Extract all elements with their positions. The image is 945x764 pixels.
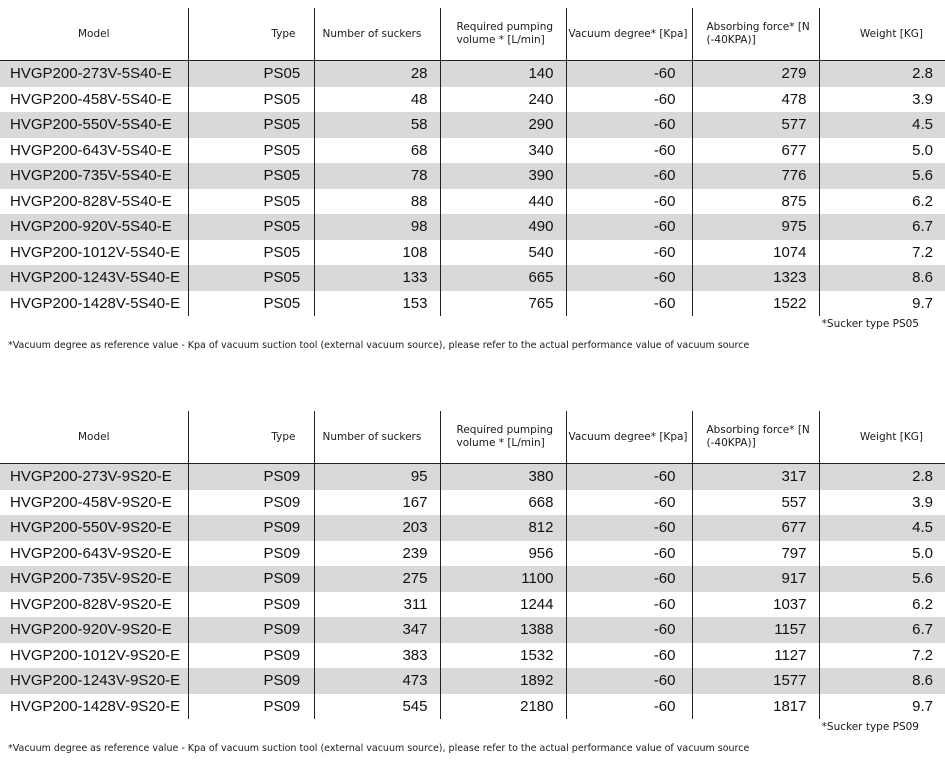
spec-table-ps09 bbox=[0, 411, 945, 754]
table-row bbox=[0, 464, 945, 490]
cell-vacuum-degree: -60 bbox=[566, 592, 692, 618]
cell-vacuum-degree: -60 bbox=[566, 265, 692, 291]
cell-absorbing-force: 557 bbox=[692, 490, 819, 516]
cell-pumping-volume: 956 bbox=[440, 541, 566, 567]
table-row bbox=[0, 214, 945, 240]
cell-pumping-volume: 668 bbox=[440, 490, 566, 516]
cell-pumping-volume: 490 bbox=[440, 214, 566, 240]
cell-absorbing-force: 975 bbox=[692, 214, 819, 240]
table-row bbox=[0, 592, 945, 618]
cell-type: PS09 bbox=[188, 592, 314, 618]
cell-type: PS05 bbox=[188, 214, 314, 240]
cell-vacuum-degree: -60 bbox=[566, 464, 692, 490]
cell-weight: 7.2 bbox=[819, 643, 945, 669]
cell-weight: 9.7 bbox=[819, 694, 945, 720]
table-row bbox=[0, 163, 945, 189]
cell-weight: 5.0 bbox=[819, 541, 945, 567]
cell-absorbing-force: 1074 bbox=[692, 240, 819, 266]
cell-type: PS09 bbox=[188, 617, 314, 643]
cell-suckers: 153 bbox=[314, 291, 440, 317]
cell-pumping-volume: 1388 bbox=[440, 617, 566, 643]
table-row bbox=[0, 541, 945, 567]
cell-suckers: 473 bbox=[314, 668, 440, 694]
table-row bbox=[0, 566, 945, 592]
cell-type: PS05 bbox=[188, 163, 314, 189]
cell-type: PS09 bbox=[188, 515, 314, 541]
cell-pumping-volume: 1532 bbox=[440, 643, 566, 669]
table-row bbox=[0, 240, 945, 266]
cell-pumping-volume: 290 bbox=[440, 112, 566, 138]
table-row bbox=[0, 694, 945, 720]
cell-suckers: 78 bbox=[314, 163, 440, 189]
cell-vacuum-degree: -60 bbox=[566, 566, 692, 592]
cell-absorbing-force: 1323 bbox=[692, 265, 819, 291]
cell-suckers: 48 bbox=[314, 87, 440, 113]
cell-pumping-volume: 380 bbox=[440, 464, 566, 490]
cell-model: HVGP200-828V-5S40-E bbox=[10, 192, 172, 210]
cell-suckers: 133 bbox=[314, 265, 440, 291]
cell-type: PS09 bbox=[188, 643, 314, 669]
cell-model: HVGP200-1012V-9S20-E bbox=[10, 646, 181, 664]
vacuum-reference-note: *Vacuum degree as reference value - Kpa of vacuum suction tool (external vacuum source), please refer to the actual performance value of vacuum source bbox=[8, 340, 750, 351]
header-number-of-suckers: Number of suckers bbox=[314, 8, 440, 61]
spec-table bbox=[0, 8, 945, 316]
cell-vacuum-degree: -60 bbox=[566, 694, 692, 720]
cell-weight: 6.7 bbox=[819, 617, 945, 643]
cell-weight: 4.5 bbox=[819, 112, 945, 138]
header-type: Type bbox=[188, 8, 314, 61]
cell-absorbing-force: 1817 bbox=[692, 694, 819, 720]
cell-pumping-volume: 440 bbox=[440, 189, 566, 215]
cell-weight: 8.6 bbox=[819, 668, 945, 694]
cell-type: PS05 bbox=[188, 61, 314, 87]
table-row bbox=[0, 490, 945, 516]
cell-model: HVGP200-550V-5S40-E bbox=[0, 112, 188, 138]
cell-weight: 5.6 bbox=[819, 163, 945, 189]
header-weight: Weight [KG] bbox=[819, 411, 945, 464]
cell-vacuum-degree: -60 bbox=[566, 61, 692, 87]
cell-weight: 2.8 bbox=[819, 464, 945, 490]
cell-vacuum-degree: -60 bbox=[566, 214, 692, 240]
cell-weight: 6.2 bbox=[819, 189, 945, 215]
cell-pumping-volume: 1100 bbox=[440, 566, 566, 592]
cell-absorbing-force: 1522 bbox=[692, 291, 819, 317]
cell-type: PS09 bbox=[188, 566, 314, 592]
cell-model: HVGP200-273V-9S20-E bbox=[0, 464, 188, 490]
cell-type: PS09 bbox=[188, 541, 314, 567]
cell-vacuum-degree: -60 bbox=[566, 240, 692, 266]
cell-type: PS05 bbox=[188, 138, 314, 164]
cell-suckers: 95 bbox=[314, 464, 440, 490]
cell-suckers: 108 bbox=[314, 240, 440, 266]
cell-weight: 3.9 bbox=[819, 490, 945, 516]
cell-weight: 7.2 bbox=[819, 240, 945, 266]
cell-model: HVGP200-458V-9S20-E bbox=[10, 493, 172, 511]
cell-suckers: 239 bbox=[314, 541, 440, 567]
cell-weight: 2.8 bbox=[819, 61, 945, 87]
cell-pumping-volume: 340 bbox=[440, 138, 566, 164]
cell-suckers: 545 bbox=[314, 694, 440, 720]
header-model: Model bbox=[0, 8, 188, 61]
table-row bbox=[0, 138, 945, 164]
cell-model: HVGP200-1012V-5S40-E bbox=[10, 243, 181, 261]
cell-model: HVGP200-1428V-5S40-E bbox=[10, 294, 181, 312]
cell-absorbing-force: 776 bbox=[692, 163, 819, 189]
cell-weight: 3.9 bbox=[819, 87, 945, 113]
cell-model: HVGP200-735V-5S40-E bbox=[0, 163, 188, 189]
table-row bbox=[0, 112, 945, 138]
cell-pumping-volume: 540 bbox=[440, 240, 566, 266]
cell-suckers: 98 bbox=[314, 214, 440, 240]
cell-suckers: 275 bbox=[314, 566, 440, 592]
cell-model: HVGP200-828V-9S20-E bbox=[10, 595, 172, 613]
table-row bbox=[0, 291, 945, 317]
cell-absorbing-force: 279 bbox=[692, 61, 819, 87]
header-weight: Weight [KG] bbox=[819, 8, 945, 61]
cell-absorbing-force: 1037 bbox=[692, 592, 819, 618]
cell-type: PS05 bbox=[188, 87, 314, 113]
cell-type: PS09 bbox=[188, 694, 314, 720]
table-row bbox=[0, 515, 945, 541]
header-pumping-volume: Required pumping volume * [L/min] bbox=[440, 411, 566, 464]
cell-pumping-volume: 390 bbox=[440, 163, 566, 189]
cell-pumping-volume: 140 bbox=[440, 61, 566, 87]
cell-absorbing-force: 875 bbox=[692, 189, 819, 215]
cell-vacuum-degree: -60 bbox=[566, 112, 692, 138]
cell-pumping-volume: 2180 bbox=[440, 694, 566, 720]
cell-vacuum-degree: -60 bbox=[566, 617, 692, 643]
cell-weight: 5.0 bbox=[819, 138, 945, 164]
spec-table bbox=[0, 411, 945, 719]
cell-suckers: 347 bbox=[314, 617, 440, 643]
cell-pumping-volume: 240 bbox=[440, 87, 566, 113]
cell-absorbing-force: 1157 bbox=[692, 617, 819, 643]
cell-vacuum-degree: -60 bbox=[566, 138, 692, 164]
header-row bbox=[0, 411, 945, 464]
cell-vacuum-degree: -60 bbox=[566, 291, 692, 317]
cell-model: HVGP200-643V-5S40-E bbox=[10, 141, 172, 159]
cell-weight: 5.6 bbox=[819, 566, 945, 592]
cell-type: PS05 bbox=[188, 112, 314, 138]
table-row bbox=[0, 617, 945, 643]
cell-vacuum-degree: -60 bbox=[566, 163, 692, 189]
cell-absorbing-force: 577 bbox=[692, 112, 819, 138]
cell-type: PS09 bbox=[188, 668, 314, 694]
cell-type: PS05 bbox=[188, 291, 314, 317]
table-row bbox=[0, 668, 945, 694]
cell-type: PS05 bbox=[188, 240, 314, 266]
cell-absorbing-force: 478 bbox=[692, 87, 819, 113]
cell-vacuum-degree: -60 bbox=[566, 541, 692, 567]
header-absorbing-force: Absorbing force* [N (-40KPA)] bbox=[692, 8, 819, 61]
cell-vacuum-degree: -60 bbox=[566, 668, 692, 694]
cell-model: HVGP200-643V-9S20-E bbox=[10, 544, 172, 562]
sucker-type-note: *Sucker type PS05 bbox=[821, 318, 919, 330]
table-row bbox=[0, 643, 945, 669]
sucker-type-note: *Sucker type PS09 bbox=[821, 721, 919, 733]
cell-model: HVGP200-1428V-9S20-E bbox=[10, 697, 181, 715]
cell-absorbing-force: 677 bbox=[692, 515, 819, 541]
header-absorbing-force: Absorbing force* [N (-40KPA)] bbox=[692, 411, 819, 464]
header-vacuum-degree: Vacuum degree* [Kpa] bbox=[566, 411, 692, 464]
header-row bbox=[0, 8, 945, 61]
cell-type: PS09 bbox=[188, 464, 314, 490]
cell-suckers: 68 bbox=[314, 138, 440, 164]
cell-suckers: 383 bbox=[314, 643, 440, 669]
cell-pumping-volume: 812 bbox=[440, 515, 566, 541]
header-pumping-volume: Required pumping volume * [L/min] bbox=[440, 8, 566, 61]
cell-absorbing-force: 917 bbox=[692, 566, 819, 592]
header-type: Type bbox=[188, 411, 314, 464]
cell-pumping-volume: 665 bbox=[440, 265, 566, 291]
cell-suckers: 88 bbox=[314, 189, 440, 215]
cell-weight: 6.2 bbox=[819, 592, 945, 618]
cell-vacuum-degree: -60 bbox=[566, 189, 692, 215]
header-number-of-suckers: Number of suckers bbox=[314, 411, 440, 464]
cell-model: HVGP200-920V-5S40-E bbox=[0, 214, 188, 240]
cell-weight: 4.5 bbox=[819, 515, 945, 541]
cell-model: HVGP200-920V-9S20-E bbox=[0, 617, 188, 643]
vacuum-reference-note: *Vacuum degree as reference value - Kpa of vacuum suction tool (external vacuum source), please refer to the actual performance value of vacuum source bbox=[8, 743, 750, 754]
cell-suckers: 28 bbox=[314, 61, 440, 87]
cell-suckers: 311 bbox=[314, 592, 440, 618]
header-vacuum-degree: Vacuum degree* [Kpa] bbox=[566, 8, 692, 61]
cell-type: PS09 bbox=[188, 490, 314, 516]
cell-model: HVGP200-273V-5S40-E bbox=[0, 61, 188, 87]
cell-vacuum-degree: -60 bbox=[566, 87, 692, 113]
cell-model: HVGP200-1243V-5S40-E bbox=[0, 265, 188, 291]
cell-suckers: 58 bbox=[314, 112, 440, 138]
cell-pumping-volume: 1892 bbox=[440, 668, 566, 694]
cell-suckers: 203 bbox=[314, 515, 440, 541]
cell-model: HVGP200-735V-9S20-E bbox=[0, 566, 188, 592]
table-row bbox=[0, 265, 945, 291]
cell-absorbing-force: 317 bbox=[692, 464, 819, 490]
cell-type: PS05 bbox=[188, 189, 314, 215]
table-row bbox=[0, 87, 945, 113]
cell-type: PS05 bbox=[188, 265, 314, 291]
table-row bbox=[0, 189, 945, 215]
cell-model: HVGP200-1243V-9S20-E bbox=[0, 668, 188, 694]
cell-model: HVGP200-458V-5S40-E bbox=[10, 90, 172, 108]
table-row bbox=[0, 61, 945, 87]
cell-pumping-volume: 1244 bbox=[440, 592, 566, 618]
cell-absorbing-force: 677 bbox=[692, 138, 819, 164]
cell-weight: 6.7 bbox=[819, 214, 945, 240]
cell-pumping-volume: 765 bbox=[440, 291, 566, 317]
cell-weight: 8.6 bbox=[819, 265, 945, 291]
cell-vacuum-degree: -60 bbox=[566, 643, 692, 669]
cell-vacuum-degree: -60 bbox=[566, 515, 692, 541]
cell-model: HVGP200-550V-9S20-E bbox=[0, 515, 188, 541]
cell-weight: 9.7 bbox=[819, 291, 945, 317]
cell-absorbing-force: 1577 bbox=[692, 668, 819, 694]
cell-absorbing-force: 1127 bbox=[692, 643, 819, 669]
cell-vacuum-degree: -60 bbox=[566, 490, 692, 516]
cell-suckers: 167 bbox=[314, 490, 440, 516]
cell-absorbing-force: 797 bbox=[692, 541, 819, 567]
header-model: Model bbox=[0, 411, 188, 464]
spec-table-ps05 bbox=[0, 8, 945, 351]
